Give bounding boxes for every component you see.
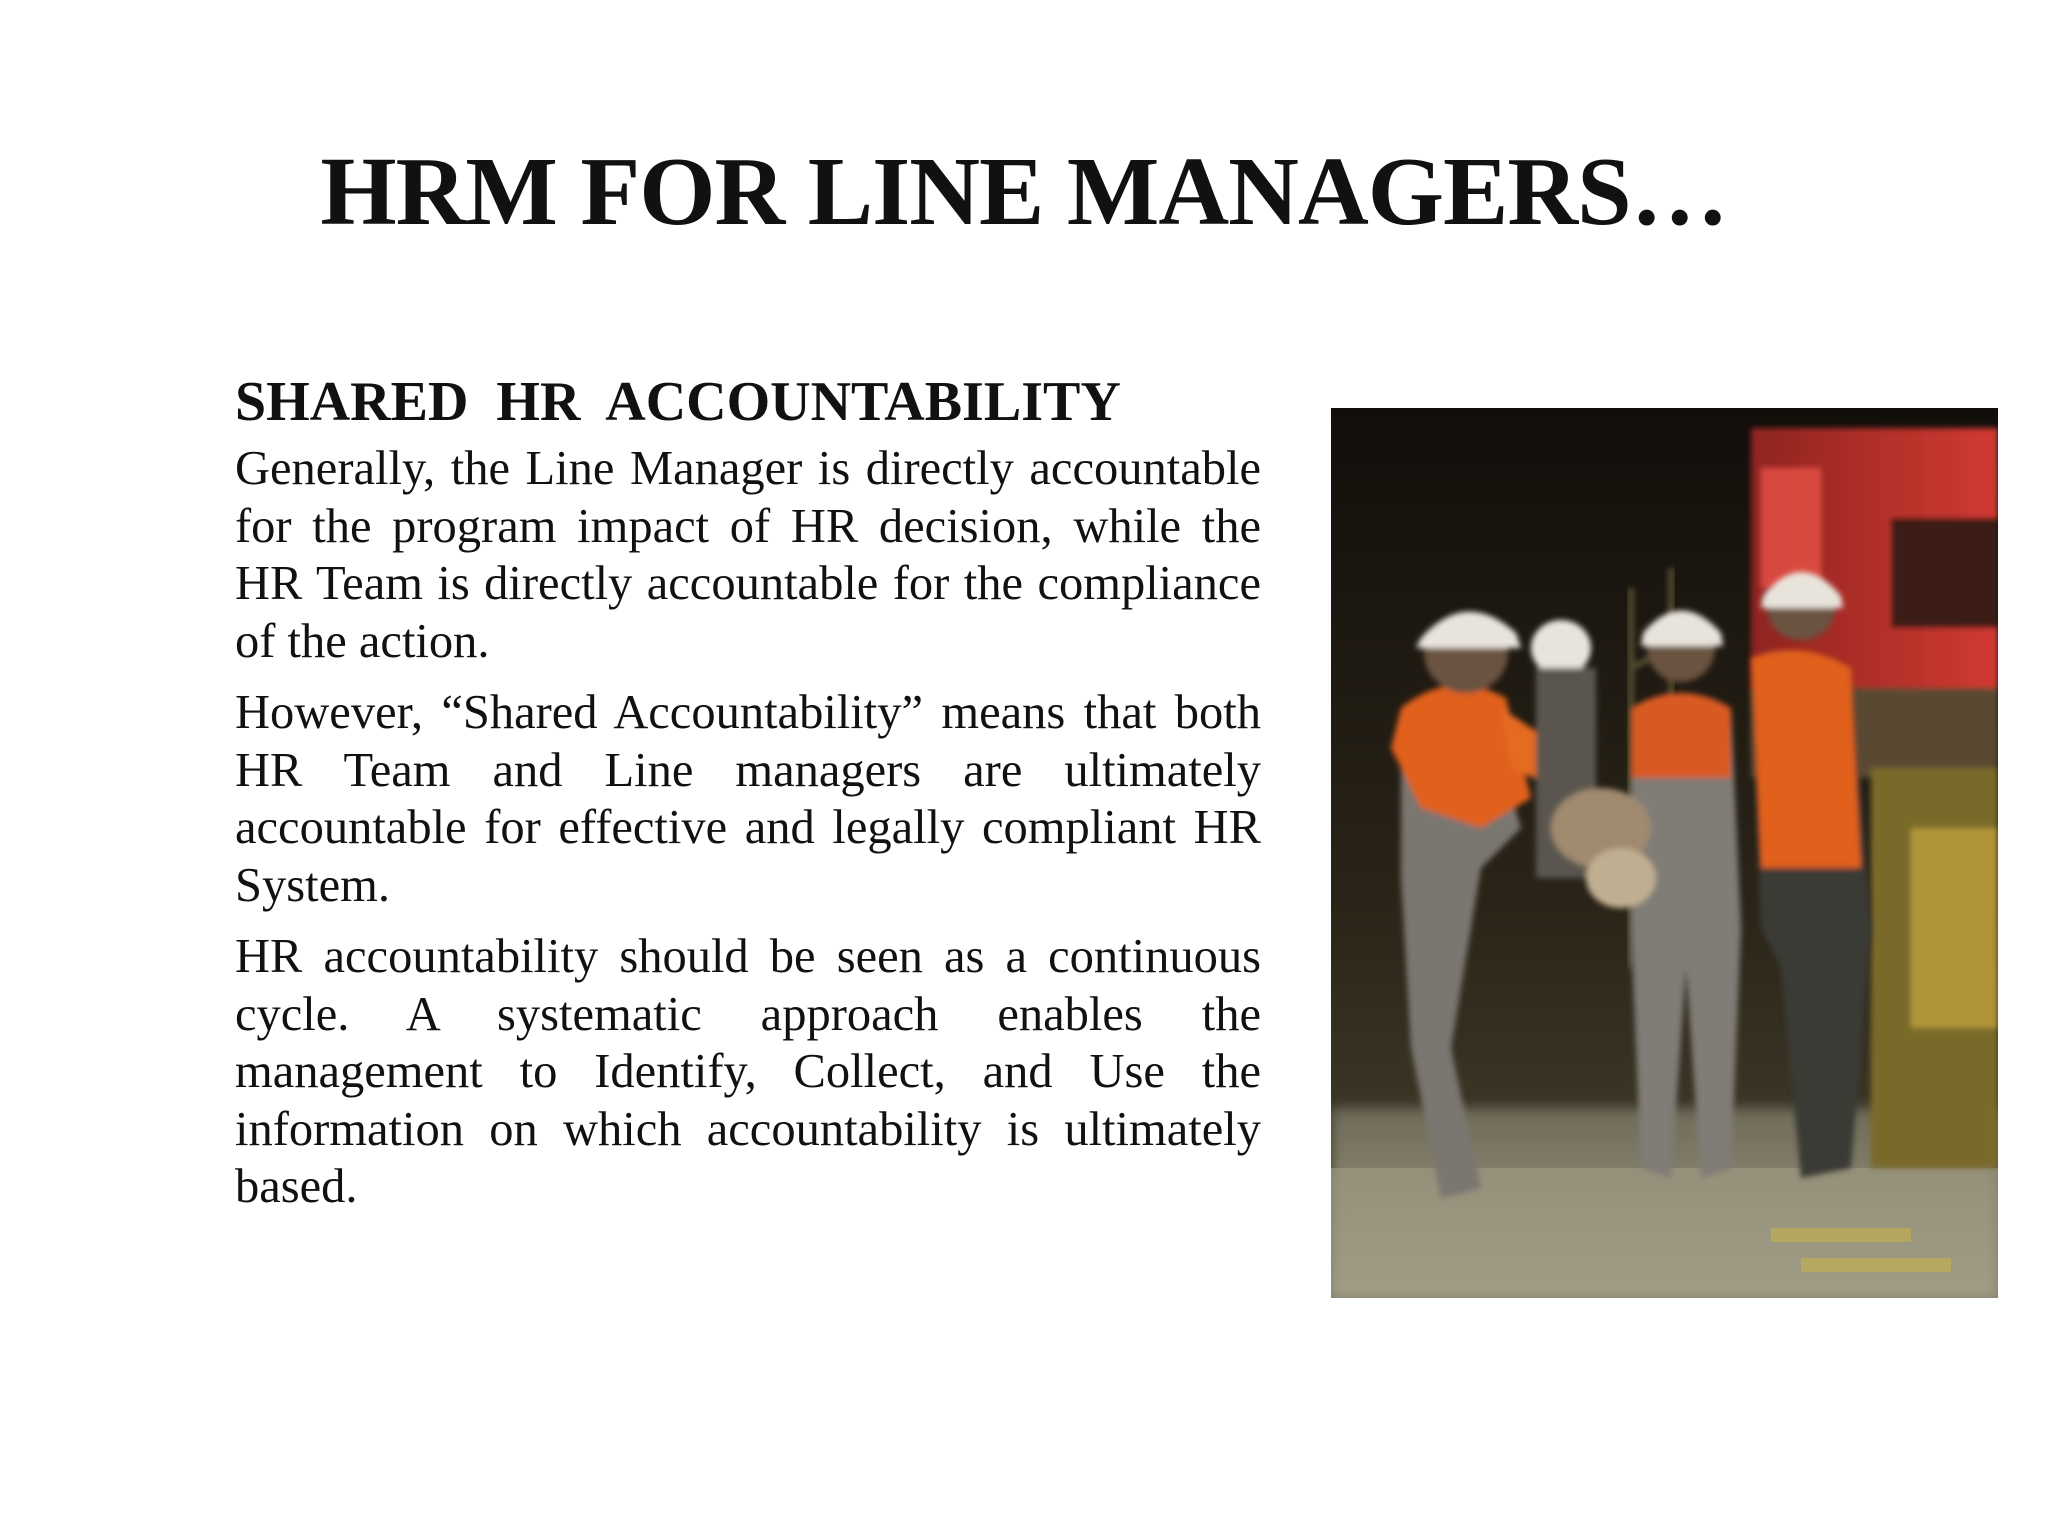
text-block [235, 368, 1261, 1230]
slide-title: HRM FOR LINE MANAGERS… [320, 138, 1728, 246]
workers-photo-illustration [1331, 408, 1998, 1298]
paragraph-generally: Generally, the Line Manager is directly accountable for the program impact of HR decision, while the HR Team is directly accountable for the compliance of the action. [235, 442, 1261, 668]
workers-photo [1331, 408, 1998, 1298]
paragraph-however: However, “Shared Accountability” means that both HR Team and Line managers are ultimately accountable for effective and legally compliant HR System. [235, 686, 1261, 912]
section-heading: SHARED HR ACCOUNTABILITY [235, 371, 1121, 433]
paragraph-continuous-cycle: HR accountability should be seen as a continuous cycle. A systematic approach enables the management to Identify, Collect, and Use the information on which accountability is ultimately based. [235, 930, 1261, 1213]
